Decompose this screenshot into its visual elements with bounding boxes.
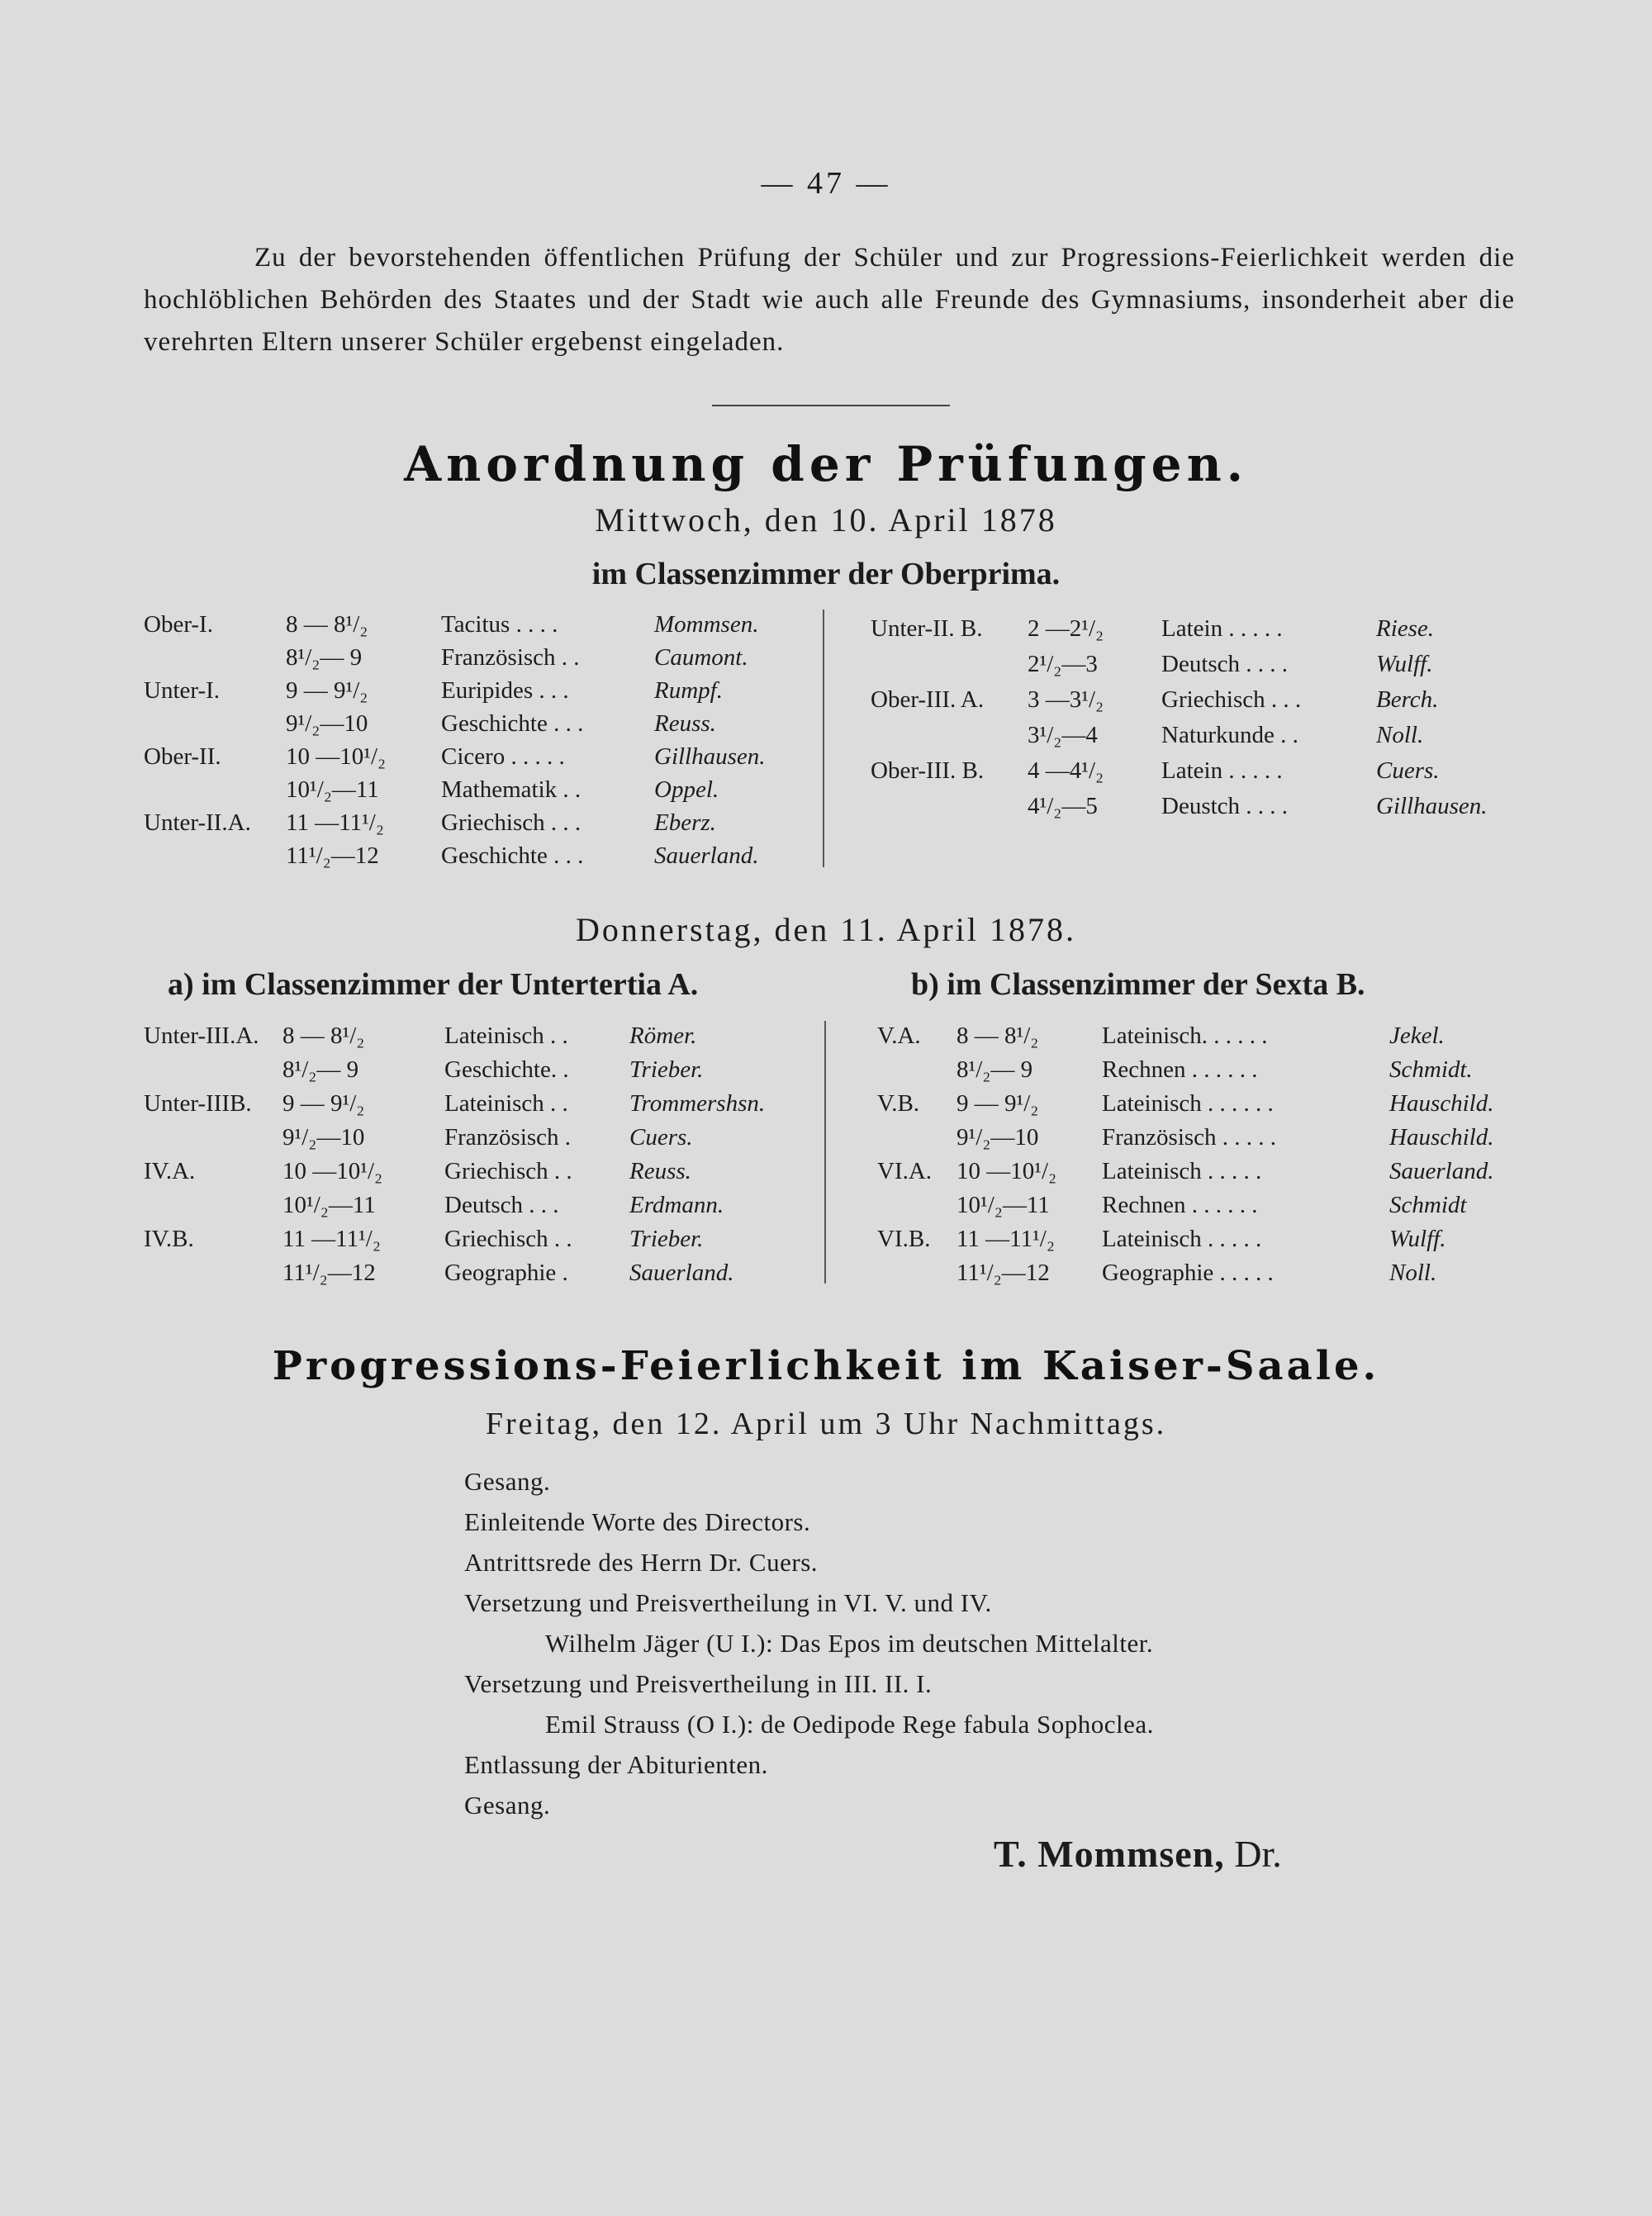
- teacher-name: Römer.: [629, 1023, 697, 1049]
- class-name: Ober-II.: [144, 743, 221, 770]
- subject-name: Naturkunde . .: [1161, 722, 1298, 748]
- subject-name: Lateinisch . . . . .: [1102, 1158, 1262, 1184]
- time-slot: 9 — 9¹/₂: [286, 677, 368, 704]
- wednesday-room: im Classenzimmer der Oberprima.: [591, 557, 1061, 591]
- time-slot: 10 —10¹/₂: [282, 1158, 383, 1184]
- teacher-name: Jekel.: [1389, 1023, 1445, 1049]
- schedule-row: [144, 1019, 805, 1052]
- class-name: Unter-II. B.: [871, 615, 983, 642]
- column-divider: [824, 1021, 826, 1284]
- class-name: Ober-I.: [144, 611, 213, 638]
- schedule-row: [144, 1087, 805, 1120]
- schedule-row: [144, 806, 805, 839]
- teacher-name: Oppel.: [654, 776, 719, 803]
- subject-name: Deutsch . . . .: [1161, 651, 1289, 677]
- subject-name: Lateinisch . .: [444, 1023, 568, 1049]
- schedule-row: [144, 1155, 805, 1188]
- program-item: Versetzung und Preisvertheilung in VI. V. und IV.: [464, 1588, 992, 1617]
- schedule-row: [877, 1256, 1538, 1289]
- schedule-row: [144, 1189, 805, 1222]
- schedule-row: [877, 1222, 1538, 1255]
- schedule-row: [144, 707, 805, 740]
- teacher-name: Caumont.: [654, 644, 748, 671]
- subject-name: Deustch . . . .: [1161, 793, 1289, 819]
- time-slot: 11 —11¹/₂: [957, 1226, 1055, 1252]
- subject-name: Griechisch . . .: [1161, 686, 1302, 713]
- time-slot: 9 — 9¹/₂: [957, 1090, 1039, 1117]
- class-name: V.A.: [877, 1023, 921, 1049]
- thursday-right-room: b) im Classenzimmer der Sexta B.: [911, 967, 1365, 1002]
- teacher-name: Wulff.: [1376, 651, 1433, 677]
- signature: [994, 1832, 1282, 1876]
- program-item: Versetzung und Preisvertheilung in III. II. I.: [464, 1669, 933, 1698]
- time-slot: 4 —4¹/₂: [1028, 757, 1104, 784]
- schedule-row: [877, 1053, 1538, 1086]
- subject-name: Geschichte . . .: [441, 842, 584, 869]
- signature-name: T. Mommsen,: [994, 1833, 1225, 1875]
- schedule-row: [144, 608, 805, 641]
- teacher-name: Rumpf.: [654, 677, 723, 704]
- subject-name: Französisch . . . . .: [1102, 1124, 1277, 1151]
- class-name: Ober-III. B.: [871, 757, 985, 784]
- subject-name: Rechnen . . . . . .: [1102, 1056, 1258, 1083]
- ceremony-date: Freitag, den 12. April um 3 Uhr Nachmittags.: [485, 1407, 1167, 1441]
- thursday-left-room: a) im Classenzimmer der Untertertia A.: [168, 967, 699, 1002]
- teacher-name: Erdmann.: [629, 1192, 724, 1218]
- schedule-row: [877, 1121, 1538, 1154]
- class-name: IV.B.: [144, 1226, 194, 1252]
- subject-name: Cicero . . . . .: [441, 743, 565, 770]
- teacher-name: Wulff.: [1389, 1226, 1446, 1252]
- class-name: VI.A.: [877, 1158, 933, 1184]
- subject-name: Griechisch . . .: [441, 809, 582, 836]
- ceremony-title: Progressions-Feierlichkeit im Kaiser-Saale.: [272, 1343, 1380, 1389]
- program-item: Gesang.: [464, 1467, 551, 1496]
- teacher-name: Riese.: [1376, 615, 1435, 642]
- time-slot: 8¹/₂— 9: [282, 1056, 359, 1083]
- teacher-name: Trieber.: [629, 1056, 704, 1083]
- subject-name: Französisch .: [444, 1124, 572, 1151]
- section-divider: [712, 405, 950, 406]
- time-slot: 8 — 8¹/₂: [957, 1023, 1039, 1049]
- time-slot: 9¹/₂—10: [957, 1124, 1039, 1151]
- teacher-name: Sauerland.: [1389, 1158, 1494, 1184]
- time-slot: 10¹/₂—11: [957, 1192, 1050, 1218]
- subject-name: Griechisch . .: [444, 1158, 572, 1184]
- teacher-name: Trommershsn.: [629, 1090, 766, 1117]
- program-item: Antrittsrede des Herrn Dr. Cuers.: [464, 1548, 819, 1577]
- teacher-name: Hauschild.: [1389, 1124, 1494, 1151]
- subject-name: Euripides . . .: [441, 677, 569, 704]
- teacher-name: Cuers.: [1376, 757, 1440, 784]
- schedule-row: [144, 674, 805, 707]
- teacher-name: Trieber.: [629, 1226, 704, 1252]
- subject-name: Lateinisch . . . . . .: [1102, 1090, 1274, 1117]
- time-slot: 10 —10¹/₂: [286, 743, 387, 770]
- program-item: Einleitende Worte des Directors.: [464, 1507, 811, 1536]
- teacher-name: Reuss.: [629, 1158, 691, 1184]
- class-name: V.B.: [877, 1090, 920, 1117]
- teacher-name: Mommsen.: [654, 611, 759, 638]
- schedule-row: [144, 641, 805, 674]
- schedule-row: [871, 719, 1531, 752]
- time-slot: 11¹/₂—12: [286, 842, 379, 869]
- class-name: VI.B.: [877, 1226, 931, 1252]
- time-slot: 11¹/₂—12: [957, 1260, 1050, 1286]
- time-slot: 8¹/₂— 9: [957, 1056, 1033, 1083]
- teacher-name: Reuss.: [654, 710, 716, 737]
- time-slot: 8 — 8¹/₂: [282, 1023, 365, 1049]
- schedule-row: [871, 754, 1531, 787]
- invitation-paragraph: Zu der bevorstehenden öffentlichen Prüfung der Schüler und zur Progressions-Feierlichkeit werden die hochlöblichen Behörden des Staates und der Stadt wie auch alle Freunde des Gymnasiums, insonderheit aber die verehrten Eltern unserer Schüler ergebenst eingeladen.: [144, 243, 1515, 357]
- class-name: Unter-III.A.: [144, 1023, 259, 1049]
- teacher-name: Berch.: [1376, 686, 1439, 713]
- schedule-row: [144, 740, 805, 773]
- wednesday-date: Mittwoch, den 10. April 1878: [595, 501, 1057, 539]
- schedule-row: [871, 648, 1531, 681]
- class-name: Ober-III. A.: [871, 686, 985, 713]
- time-slot: 11¹/₂—12: [282, 1260, 376, 1286]
- exam-schedule-title: Anordnung der Prüfungen.: [404, 436, 1248, 492]
- teacher-name: Gillhausen.: [1376, 793, 1488, 819]
- schedule-row: [871, 790, 1531, 823]
- schedule-row: [144, 1053, 805, 1086]
- program-item: Wilhelm Jäger (U I.): Das Epos im deutschen Mittelalter.: [545, 1629, 1154, 1658]
- schedule-row: [871, 612, 1531, 645]
- schedule-row: [144, 1222, 805, 1255]
- thursday-date: Donnerstag, den 11. April 1878.: [576, 911, 1076, 948]
- time-slot: 10¹/₂—11: [286, 776, 379, 803]
- teacher-name: Schmidt: [1389, 1192, 1467, 1218]
- time-slot: 2¹/₂—3: [1028, 651, 1098, 677]
- time-slot: 4¹/₂—5: [1028, 793, 1098, 819]
- program-item: Entlassung der Abiturienten.: [464, 1750, 768, 1779]
- time-slot: 10 —10¹/₂: [957, 1158, 1057, 1184]
- subject-name: Geographie .: [444, 1260, 568, 1286]
- class-name: Unter-I.: [144, 677, 221, 704]
- subject-name: Geographie . . . . .: [1102, 1260, 1274, 1286]
- subject-name: Mathematik . .: [441, 776, 582, 803]
- subject-name: Deutsch . . .: [444, 1192, 559, 1218]
- subject-name: Französisch . .: [441, 644, 580, 671]
- teacher-name: Schmidt.: [1389, 1056, 1473, 1083]
- column-divider: [823, 610, 824, 867]
- teacher-name: Hauschild.: [1389, 1090, 1494, 1117]
- class-name: Unter-II.A.: [144, 809, 251, 836]
- subject-name: Lateinisch . . . . .: [1102, 1226, 1262, 1252]
- schedule-row: [877, 1189, 1538, 1222]
- subject-name: Rechnen . . . . . .: [1102, 1192, 1258, 1218]
- program-item: Gesang.: [464, 1791, 551, 1820]
- teacher-name: Eberz.: [654, 809, 716, 836]
- signature-title: Dr.: [1234, 1833, 1282, 1875]
- schedule-row: [144, 839, 805, 872]
- schedule-row: [144, 1256, 805, 1289]
- time-slot: 8 — 8¹/₂: [286, 611, 368, 638]
- time-slot: 9 — 9¹/₂: [282, 1090, 365, 1117]
- subject-name: Tacitus . . . .: [441, 611, 558, 638]
- subject-name: Geschichte. .: [444, 1056, 569, 1083]
- time-slot: 11 —11¹/₂: [286, 809, 384, 836]
- class-name: IV.A.: [144, 1158, 196, 1184]
- teacher-name: Sauerland.: [629, 1260, 734, 1286]
- teacher-name: Cuers.: [629, 1124, 693, 1151]
- schedule-row: [871, 683, 1531, 716]
- subject-name: Geschichte . . .: [441, 710, 584, 737]
- subject-name: Lateinisch . .: [444, 1090, 568, 1117]
- schedule-row: [877, 1087, 1538, 1120]
- subject-name: Griechisch . .: [444, 1226, 572, 1252]
- schedule-row: [877, 1155, 1538, 1188]
- time-slot: 3¹/₂—4: [1028, 722, 1098, 748]
- teacher-name: Noll.: [1389, 1260, 1437, 1286]
- time-slot: 9¹/₂—10: [282, 1124, 365, 1151]
- time-slot: 8¹/₂— 9: [286, 644, 363, 671]
- program-item: Emil Strauss (O I.): de Oedipode Rege fabula Sophoclea.: [545, 1710, 1154, 1739]
- time-slot: 3 —3¹/₂: [1028, 686, 1104, 713]
- subject-name: Latein . . . . .: [1161, 615, 1283, 642]
- schedule-row: [144, 1121, 805, 1154]
- teacher-name: Noll.: [1376, 722, 1424, 748]
- time-slot: 10¹/₂—11: [282, 1192, 376, 1218]
- page-number: — 47 —: [761, 166, 891, 201]
- time-slot: 11 —11¹/₂: [282, 1226, 381, 1252]
- class-name: Unter-IIIB.: [144, 1090, 252, 1117]
- time-slot: 2 —2¹/₂: [1028, 615, 1104, 642]
- teacher-name: Gillhausen.: [654, 743, 766, 770]
- teacher-name: Sauerland.: [654, 842, 759, 869]
- time-slot: 9¹/₂—10: [286, 710, 368, 737]
- schedule-row: [144, 773, 805, 806]
- subject-name: Lateinisch. . . . . .: [1102, 1023, 1268, 1049]
- subject-name: Latein . . . . .: [1161, 757, 1283, 784]
- schedule-row: [877, 1019, 1538, 1052]
